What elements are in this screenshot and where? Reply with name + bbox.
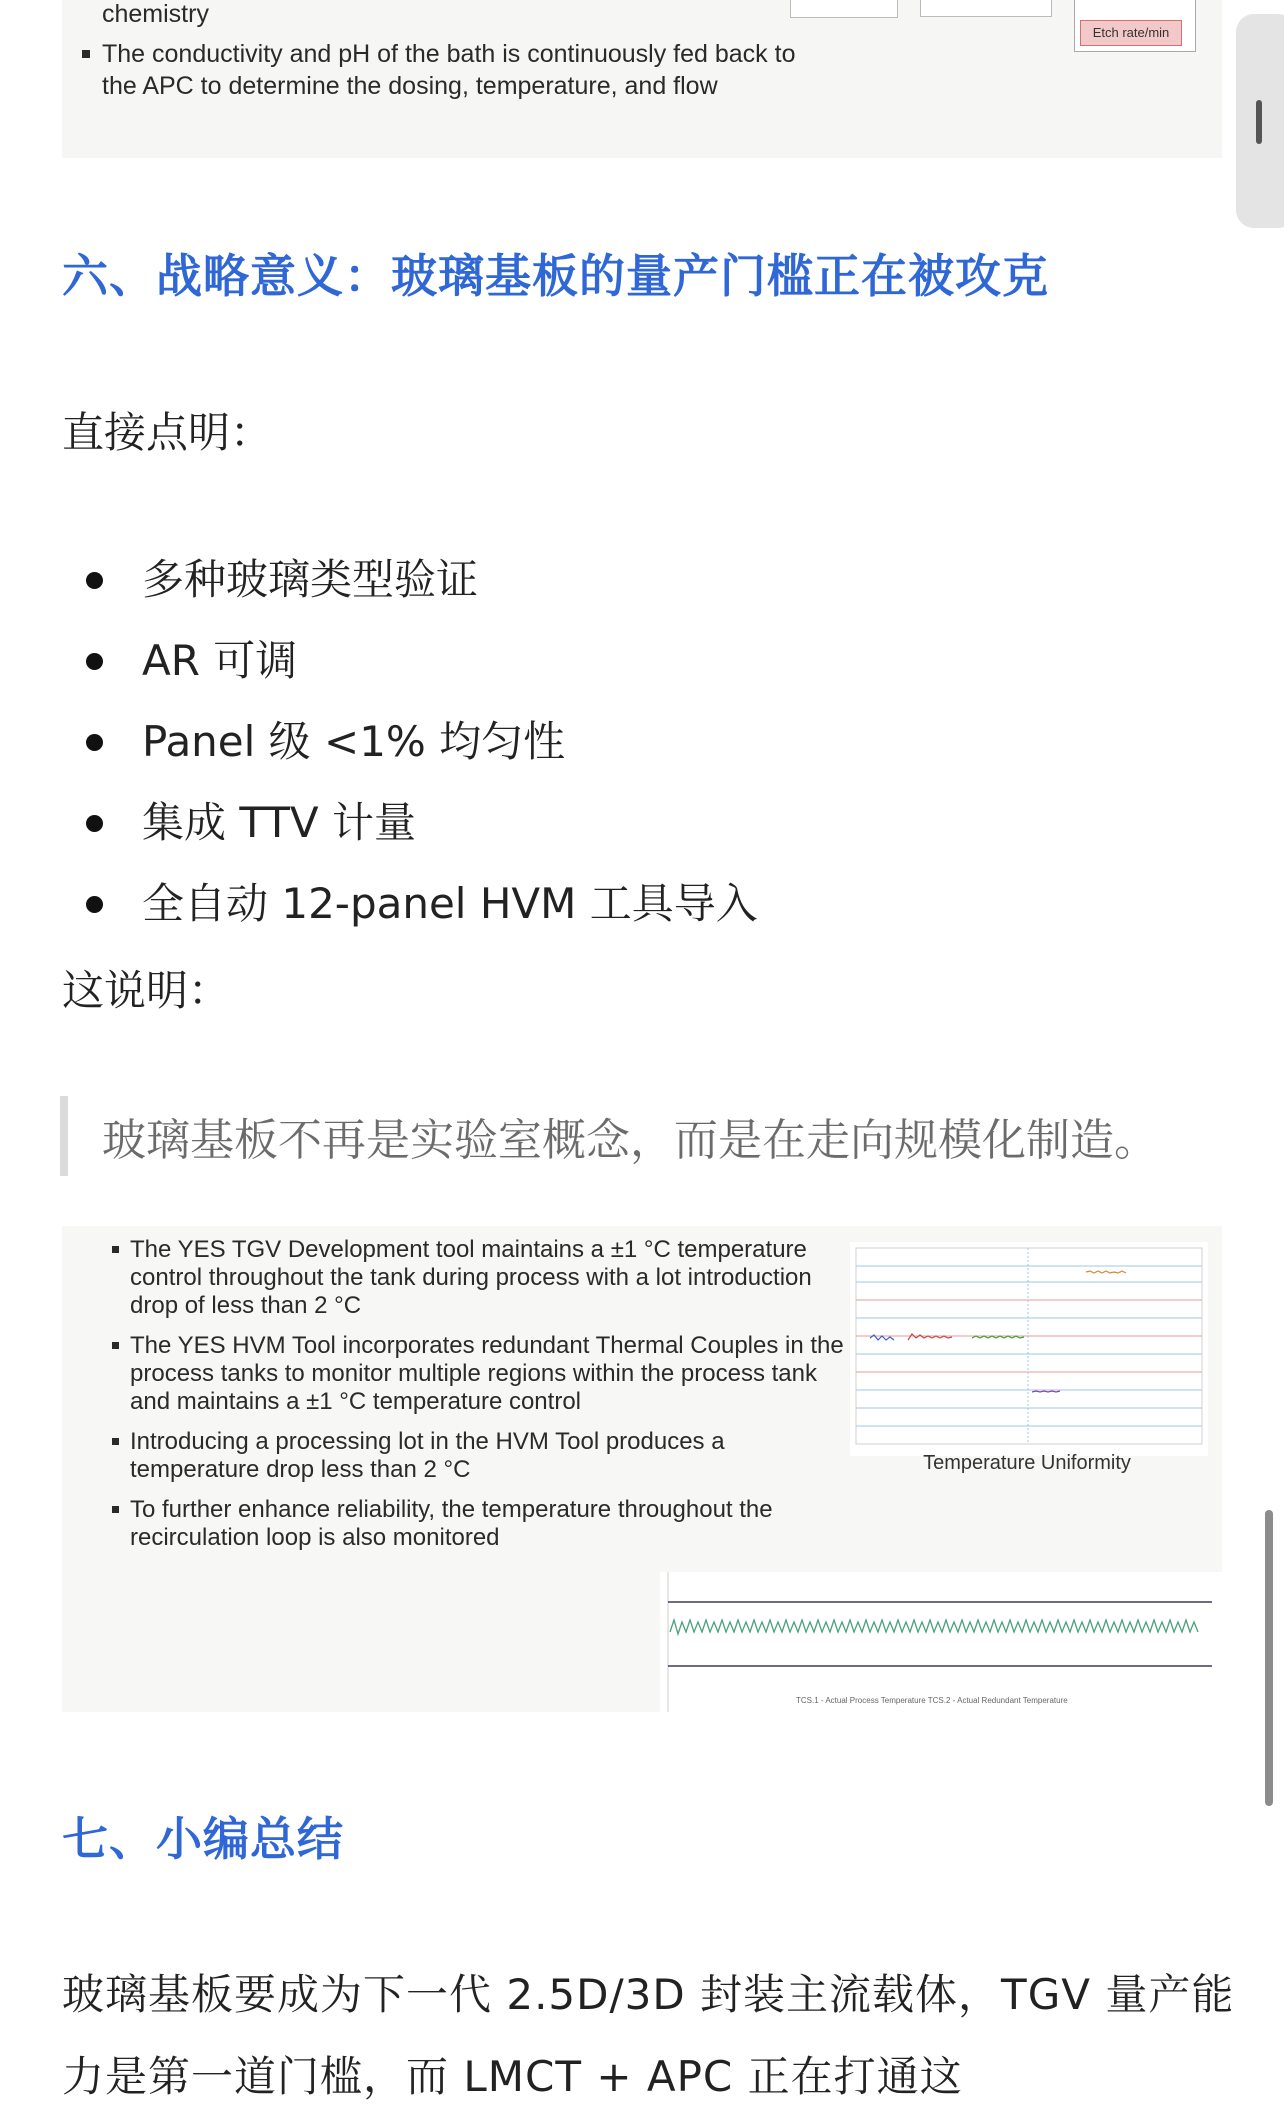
list-item: 集成 TTV 计量	[62, 795, 1162, 876]
blockquote	[60, 1096, 1228, 1176]
slide-diagram-box	[920, 0, 1052, 17]
recirculation-loop-chart	[660, 1572, 1222, 1712]
summary-paragraph: 玻璃基板要成为下一代 2.5D/3D 封装主流载体，TGV 量产能力是第一道门槛，而 LMCT + APC 正在打通这	[62, 1970, 1235, 2101]
temperature-uniformity-chart	[850, 1242, 1208, 1456]
section-heading-summary: 七、小编总结	[62, 1812, 344, 1866]
slide-image-temperature	[62, 1226, 1222, 1712]
list-item: 全自动 12-panel HVM 工具导入	[62, 876, 1162, 957]
slide2-bullet: To further enhance reliability, the temperature throughout the recirculation loop is also monitored	[130, 1496, 850, 1552]
quote-text: 玻璃基板不再是实验室概念，而是在走向规模化制造。	[102, 1115, 1158, 1166]
chart-caption: Temperature Uniformity	[923, 1452, 1131, 1474]
slide-diagram-box	[790, 0, 898, 18]
slide-top-text	[102, 0, 802, 102]
slide-top-line: chemistry	[102, 0, 209, 28]
etch-rate-label: Etch rate/min	[1080, 20, 1182, 46]
slide2-bullets	[130, 1236, 850, 1564]
slide-top-bullet: The conductivity and pH of the bath is continuously fed back to the APC to determine the dosing, temperature, and flow	[102, 38, 802, 102]
handle-grip-icon	[1256, 100, 1262, 144]
list-item: 多种玻璃类型验证	[62, 552, 1162, 633]
intro-paragraph: 直接点明：	[62, 408, 273, 457]
slide2-bullet: The YES HVM Tool incorporates redundant Thermal Couples in the process tanks to monitor multiple regions within the process tank and maintains a ±1 °C temperature control	[130, 1332, 850, 1416]
explanation-paragraph: 这说明：	[62, 966, 231, 1015]
slide2-bullet: Introducing a processing lot in the HVM Tool produces a temperature drop less than 2 °C	[130, 1428, 850, 1484]
slide2-bullet: The YES TGV Development tool maintains a ±1 °C temperature control throughout the tank during process with a lot introduction drop of less than 2 °C	[130, 1236, 850, 1320]
achievement-list	[62, 552, 1162, 957]
section-heading-strategy: 六、战略意义：玻璃基板的量产门槛正在被攻克	[62, 249, 1049, 303]
chart-legend: TCS.1 - Actual Process Temperature TCS.2 - Actual Redundant Temperature	[796, 1696, 1068, 1705]
slide-image-apc	[62, 0, 1222, 158]
scrollbar-thumb[interactable]	[1265, 1510, 1273, 1806]
side-panel-handle[interactable]	[1236, 14, 1284, 228]
list-item: AR 可调	[62, 633, 1162, 714]
list-item: Panel 级 <1% 均匀性	[62, 714, 1162, 795]
